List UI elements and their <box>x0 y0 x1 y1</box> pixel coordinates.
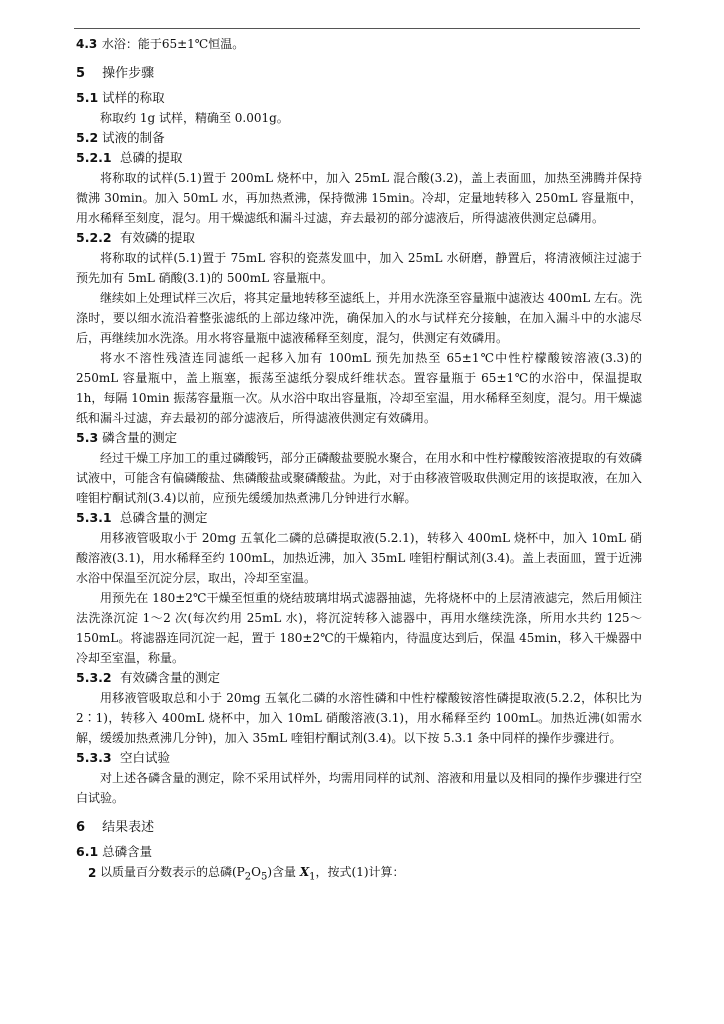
clause-title: 有效磷的提取 <box>119 230 195 245</box>
paragraph: 将水不溶性残渣连同滤纸一起移入加有 100mL 预先加热至 65±1℃中性柠檬酸铵溶液(3.3)的 250mL 容量瓶中，盖上瓶塞，振荡至滤纸分裂成纤维状态。置容量瓶于 65±1℃的水浴中，保温提取 1h，每隔 10min 振荡容量瓶一次。从水浴中取出容量瓶，冷却至室温，用水稀释至刻度，混匀。用干燥滤纸和漏斗过滤，弃去最初的部分滤液后，所得滤液供测定有效磷用。 <box>76 351 642 425</box>
clause-number: 5.3.1 <box>76 510 112 525</box>
header-rule <box>74 28 640 29</box>
text-run: )含量 <box>267 865 300 879</box>
page-number: 2 <box>88 866 97 880</box>
clause-heading-6-1 <box>76 842 642 862</box>
clause-number: 5.2.2 <box>76 230 112 245</box>
clause-title: 有效磷含量的测定 <box>119 670 220 685</box>
section-number: 5 <box>76 66 86 81</box>
clause-number: 5.3 <box>76 430 99 445</box>
variable: X <box>299 865 310 879</box>
clause-title: 试样的称取 <box>102 90 165 105</box>
clause-heading-5-3-1 <box>76 508 642 528</box>
clause-4-3 <box>76 34 642 54</box>
clause-number: 5.1 <box>76 90 99 105</box>
clause-title: 磷含量的测定 <box>102 430 178 445</box>
text-run: 以质量百分数表示的总磷(P <box>100 865 245 879</box>
section-title: 操作步骤 <box>102 66 155 81</box>
clause-heading-5-3 <box>76 428 642 448</box>
clause-number: 5.2 <box>76 130 99 145</box>
clause-heading-5-2 <box>76 128 642 148</box>
paragraph: 称取约 1g 试样，精确至 0.001g。 <box>100 111 289 125</box>
paragraph: 用预先在 180±2℃干燥至恒重的烧结玻璃坩埚式滤器抽滤，先将烧杯中的上层清液滤完，然后用倾注法洗涤沉淀 1～2 次(每次约用 25mL 水)，将沉淀转移入滤器中，再用水继续洗涤，所用水共约 125～150mL。将滤器连同沉淀一起，置于 180±2℃的干燥箱内，待温度达到后，保温 45min，移入干燥器中冷却至室温，称量。 <box>76 591 642 665</box>
section-heading-5 <box>76 64 642 84</box>
paragraph: 对上述各磷含量的测定，除不采用试样外，均需用同样的试剂、溶液和用量以及相同的操作步骤进行空白试验。 <box>76 771 642 805</box>
formula-intro-paragraph <box>76 862 642 887</box>
clause-title: 总磷的提取 <box>119 150 183 165</box>
paragraph: 将称取的试样(5.1)置于 75mL 容积的瓷蒸发皿中，加入 25mL 水研磨，静置后，将清液倾注过滤于预先加有 5mL 硝酸(3.1)的 500mL 容量瓶中。 <box>76 251 642 285</box>
clause-title: 空白试验 <box>119 750 170 765</box>
subscript: 5 <box>260 871 268 883</box>
paragraph: 用移液管吸取总和小于 20mg 五氧化二磷的水溶性磷和中性柠檬酸铵溶性磷提取液(5.2.2，体积比为 2∶1)，转移入 400mL 烧杯中，加入 10mL 硝酸溶液(3.1)，用水稀释至约 100mL。加热近沸(如需水解，缓缓加热煮沸几分钟)，加入 35mL 喹钼柠酮试剂(3.4)。以下按 5.3.1 条中同样的操作步骤进行。 <box>76 691 642 745</box>
clause-heading-5-2-2 <box>76 228 642 248</box>
clause-number: 4.3 <box>76 37 98 51</box>
clause-heading-5-1 <box>76 88 642 108</box>
paragraph: 将称取的试样(5.1)置于 200mL 烧杯中，加入 25mL 混合酸(3.2)，盖上表面皿，加热至沸腾并保持微沸 30min。加入 50mL 水，再加热煮沸，保持微沸 15min。冷却，定量地转移入 250mL 容量瓶中，用水稀释至刻度，混匀。用干燥滤纸和漏斗过滤，弃去最初的部分滤液后，所得滤液供测定总磷用。 <box>76 171 642 225</box>
text-run: O <box>251 865 261 879</box>
clause-heading-5-3-3 <box>76 748 642 768</box>
section-number: 6 <box>76 820 86 835</box>
clause-title: 总磷含量 <box>102 844 153 859</box>
clause-heading-5-3-2 <box>76 668 642 688</box>
clause-number: 5.2.1 <box>76 150 112 165</box>
section-title: 结果表述 <box>102 820 155 835</box>
clause-number: 6.1 <box>76 844 99 859</box>
clause-heading-5-2-1 <box>76 148 642 168</box>
paragraph: 经过干燥工序加工的重过磷酸钙，部分正磷酸盐要脱水聚合，在用水和中性柠檬酸铵溶液提取的有效磷试液中，可能含有偏磷酸盐、焦磷酸盐或聚磷酸盐。为此，对于由移液管吸取供测定用的该提取液，在加入喹钼柠酮试剂(3.4)以前，应预先缓缓加热煮沸几分钟进行水解。 <box>76 451 642 505</box>
paragraph: 用移液管吸取小于 20mg 五氧化二磷的总磷提取液(5.2.1)，转移入 400mL 烧杯中，加入 10mL 硝酸溶液(3.1)，用水稀释至约 100mL，加热近沸，加入 35mL 喹钼柠酮试剂(3.4)。盖上表面皿，置于近沸水浴中保温至沉淀分层，取出，冷却至室温。 <box>76 531 642 585</box>
document-body <box>76 34 642 887</box>
text-run: ，按式(1)计算： <box>315 865 405 879</box>
clause-title: 总磷含量的测定 <box>119 510 208 525</box>
section-heading-6 <box>76 818 642 838</box>
clause-number: 5.3.2 <box>76 670 112 685</box>
clause-text: 水浴：能于65±1℃恒温。 <box>101 37 245 51</box>
subscript: 1 <box>309 871 316 883</box>
clause-number: 5.3.3 <box>76 750 112 765</box>
subscript: 2 <box>244 871 252 883</box>
paragraph: 继续如上处理试样三次后，将其定量地转移至滤纸上，并用水洗涤至容量瓶中滤液达 400mL 左右。洗涤时，要以细水流沿着整张滤纸的上部边缘冲洗，确保加入的水与试样充分接触，在加入漏斗中的水滤尽后，再继续加水洗涤。用水将容量瓶中滤液稀释至刻度，混匀，供测定有效磷用。 <box>76 291 642 345</box>
clause-title: 试液的制备 <box>102 130 165 145</box>
